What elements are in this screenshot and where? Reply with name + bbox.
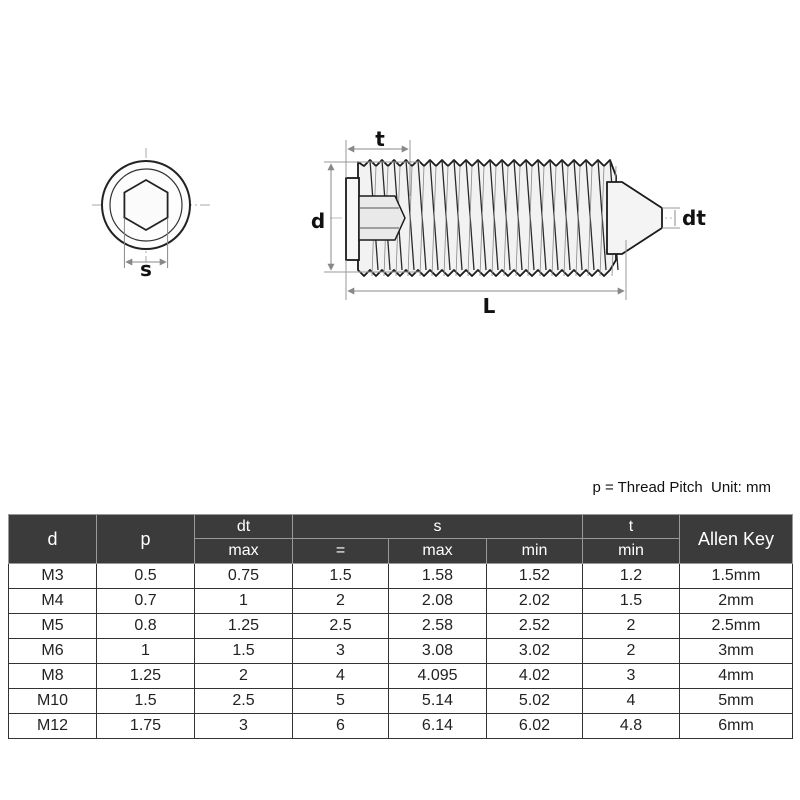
cell-allen-key: 4mm — [680, 664, 793, 689]
table-row — [9, 589, 793, 614]
cell-s-max: 5.14 — [389, 689, 487, 714]
cell-allen-key: 1.5mm — [680, 564, 793, 589]
hex-socket-section — [359, 196, 405, 240]
cell-p: 1 — [97, 639, 195, 664]
header-s-min: min — [487, 539, 583, 564]
cell-t-min: 4 — [583, 689, 680, 714]
cell-s-max: 4.095 — [389, 664, 487, 689]
side-view — [311, 127, 706, 318]
header-allen-key: Allen Key — [680, 515, 793, 564]
cell-t-min: 3 — [583, 664, 680, 689]
table-row — [9, 714, 793, 739]
s-label: s — [140, 257, 152, 281]
d-label: d — [310, 209, 326, 233]
pitch-unit-legend: p = Thread Pitch Unit: mm — [592, 479, 771, 496]
table-row — [9, 564, 793, 589]
cell-allen-key: 5mm — [680, 689, 793, 714]
header-s-nominal: = — [293, 539, 389, 564]
cell-s-min: 4.02 — [487, 664, 583, 689]
cell-s-nominal: 5 — [293, 689, 389, 714]
cell-t-min: 1.2 — [583, 564, 680, 589]
table-row — [9, 689, 793, 714]
cell-s-min: 1.52 — [487, 564, 583, 589]
cell-t-min: 2 — [583, 614, 680, 639]
table-row — [9, 614, 793, 639]
cell-d: M10 — [9, 689, 97, 714]
table-row — [9, 639, 793, 664]
cell-dt-max: 1.25 — [195, 614, 293, 639]
t-label: t — [375, 127, 385, 151]
cell-s-min: 6.02 — [487, 714, 583, 739]
header-row-1 — [9, 515, 793, 539]
cell-p: 0.8 — [97, 614, 195, 639]
cell-allen-key: 2mm — [680, 589, 793, 614]
header-dt-max: max — [195, 539, 293, 564]
cell-p: 0.5 — [97, 564, 195, 589]
cell-s-nominal: 2.5 — [293, 614, 389, 639]
cell-allen-key: 6mm — [680, 714, 793, 739]
cell-t-min: 2 — [583, 639, 680, 664]
header-s: s — [293, 515, 583, 539]
cell-p: 1.25 — [97, 664, 195, 689]
cell-s-min: 2.52 — [487, 614, 583, 639]
dt-label: dt — [682, 206, 706, 230]
cell-allen-key: 2.5mm — [680, 614, 793, 639]
socket-end-face — [346, 178, 359, 260]
cell-s-nominal: 2 — [293, 589, 389, 614]
cell-s-nominal: 1.5 — [293, 564, 389, 589]
L-label: L — [482, 294, 496, 318]
cell-d: M3 — [9, 564, 97, 589]
header-t: t — [583, 515, 680, 539]
cell-s-max: 2.08 — [389, 589, 487, 614]
cell-t-min: 4.8 — [583, 714, 680, 739]
cell-d: M8 — [9, 664, 97, 689]
cell-dt-max: 0.75 — [195, 564, 293, 589]
header-s-max: max — [389, 539, 487, 564]
cell-s-max: 6.14 — [389, 714, 487, 739]
header-d: d — [9, 515, 97, 564]
cell-p: 0.7 — [97, 589, 195, 614]
cell-d: M6 — [9, 639, 97, 664]
cell-dt-max: 2 — [195, 664, 293, 689]
cell-dt-max: 1 — [195, 589, 293, 614]
cell-s-nominal: 6 — [293, 714, 389, 739]
end-view — [92, 148, 210, 281]
header-p: p — [97, 515, 195, 564]
cell-s-min: 3.02 — [487, 639, 583, 664]
cone-point — [607, 182, 662, 254]
header-t-min: min — [583, 539, 680, 564]
cell-s-nominal: 3 — [293, 639, 389, 664]
cell-d: M12 — [9, 714, 97, 739]
cell-t-min: 1.5 — [583, 589, 680, 614]
cell-s-min: 2.02 — [487, 589, 583, 614]
cell-d: M5 — [9, 614, 97, 639]
header-dt: dt — [195, 515, 293, 539]
table-row — [9, 664, 793, 689]
spec-table — [8, 514, 793, 739]
cell-s-max: 1.58 — [389, 564, 487, 589]
cell-s-min: 5.02 — [487, 689, 583, 714]
cell-s-max: 3.08 — [389, 639, 487, 664]
cell-s-max: 2.58 — [389, 614, 487, 639]
cell-dt-max: 2.5 — [195, 689, 293, 714]
cell-allen-key: 3mm — [680, 639, 793, 664]
cell-p: 1.5 — [97, 689, 195, 714]
cell-s-nominal: 4 — [293, 664, 389, 689]
cell-p: 1.75 — [97, 714, 195, 739]
cell-dt-max: 1.5 — [195, 639, 293, 664]
cell-d: M4 — [9, 589, 97, 614]
cell-dt-max: 3 — [195, 714, 293, 739]
